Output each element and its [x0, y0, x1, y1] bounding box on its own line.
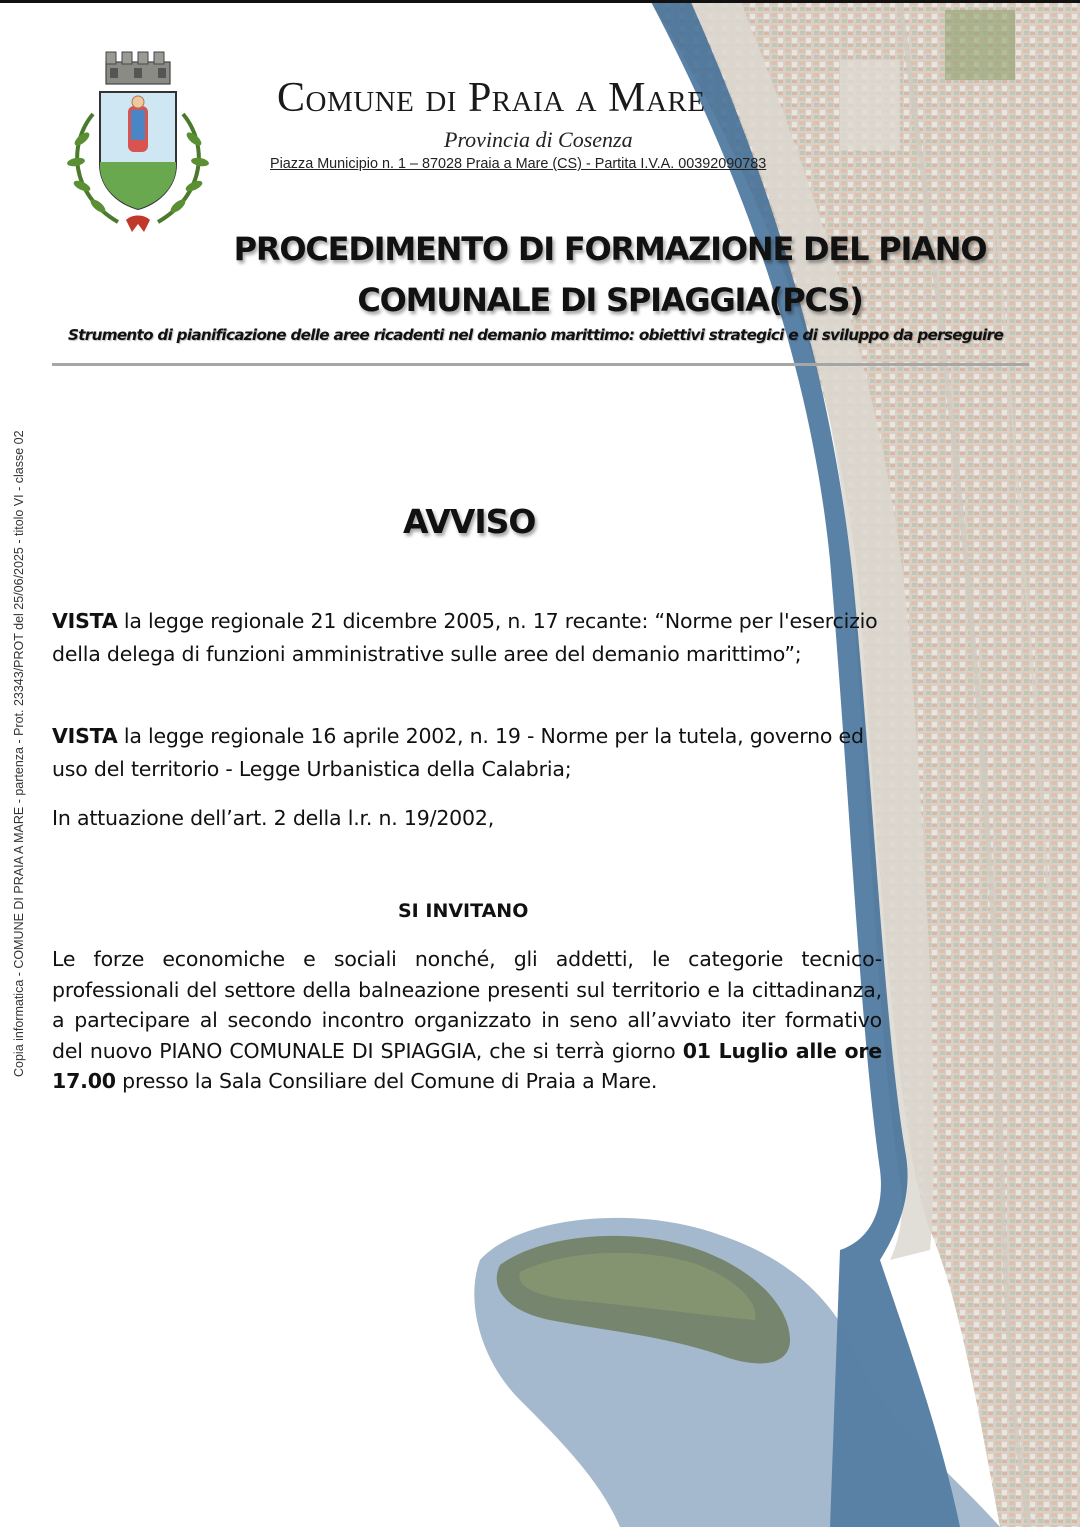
invite-text-b: presso la Sala Consiliare del Comune di Praia a Mare. — [115, 1069, 658, 1093]
province-name: Provincia di Cosenza — [444, 127, 633, 152]
coat-of-arms-icon — [48, 44, 228, 239]
document-title-line-2: COMUNALE DI SPIAGGIA(PCS) — [357, 281, 863, 319]
vista-2-text: la legge regionale 16 aprile 2002, n. 19 - Norme per la tutela, governo ed uso del territorio - Legge Urbanistica della Calabria; — [52, 724, 864, 781]
paragraph-attuazione: In attuazione dell’art. 2 della l.r. n. 19/2002, — [52, 806, 495, 830]
vista-2-bold: VISTA — [52, 724, 118, 748]
vista-1-bold: VISTA — [52, 609, 118, 633]
protocol-side-note: Copia informatica - COMUNE DI PRAIA A MARE - partenza - Prot. 23343/PROT del 25/06/2025 - titolo VI - classe 02 — [12, 430, 26, 1077]
municipality-name: Comune di Praia a Mare — [277, 75, 706, 121]
paragraph-invite — [52, 944, 882, 1097]
document-subtitle: Strumento di pianificazione delle aree ricadenti nel demanio marittimo: obiettivi strategici e di sviluppo da perseguire — [68, 326, 1004, 344]
invite-heading: SI INVITANO — [398, 900, 529, 922]
invite-text-a: Le forze economiche e sociali nonché, gli addetti, le categorie tecnico-professionali del settore della balneazione presenti sul territorio e la cittadinanza, a partecipare al secondo incontro organizzato in seno all’avviato iter formativo del nuovo PIANO COMUNALE DI SPIAGGIA, che si terrà giorno — [52, 947, 882, 1063]
top-border — [0, 0, 1080, 3]
paragraph-vista-2 — [52, 720, 882, 786]
notice-heading: AVVISO — [403, 502, 536, 541]
document-title-line-1: PROCEDIMENTO DI FORMAZIONE DEL PIANO — [233, 230, 987, 268]
vista-1-text: la legge regionale 21 dicembre 2005, n. 17 recante: “Norme per l'esercizio della delega di funzioni amministrative sulle aree del demanio marittimo”; — [52, 609, 878, 666]
paragraph-vista-1 — [52, 605, 882, 671]
header-divider — [52, 363, 1029, 366]
invite-date-time: 01 Luglio alle ore 17.00 — [52, 1038, 883, 1093]
municipality-address: Piazza Municipio n. 1 – 87028 Praia a Mare (CS) - Partita I.V.A. 00392090783 — [270, 156, 767, 172]
